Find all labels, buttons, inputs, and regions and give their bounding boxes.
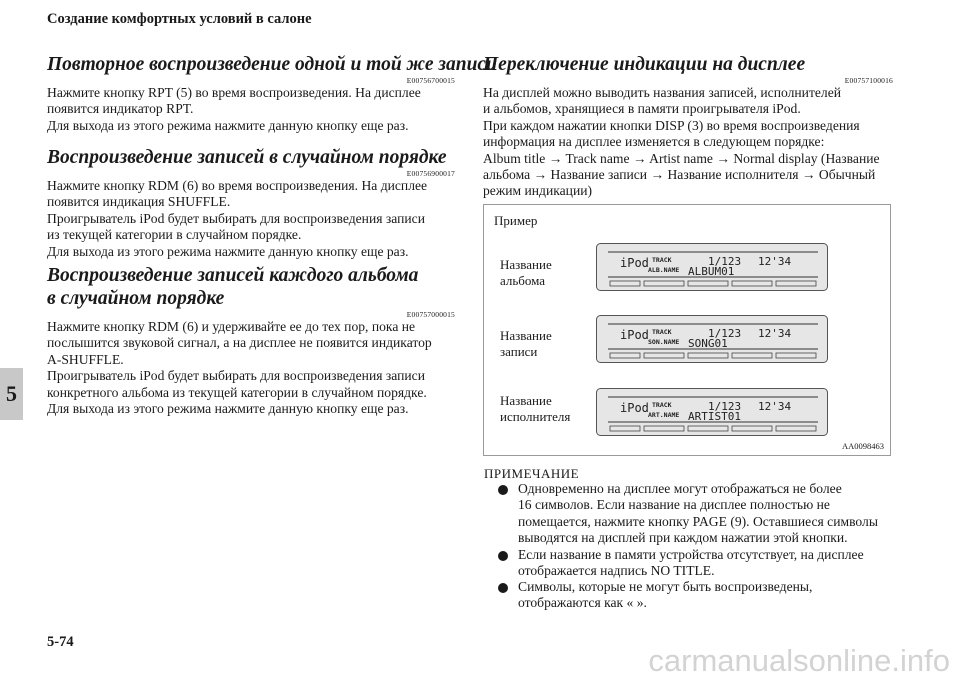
section-code: E00756900017	[406, 169, 455, 178]
lcd-track-tag: TRACK	[652, 328, 672, 336]
running-header: Создание комфортных условий в салоне	[47, 11, 312, 27]
label-line: исполнителя	[500, 409, 571, 424]
text-line: На дисплей можно выводить названия записей, исполнителей	[483, 85, 842, 100]
figure-example-label: Пример	[494, 213, 538, 228]
label-line: альбома	[500, 273, 546, 288]
chapter-tab: 5	[0, 368, 23, 420]
lcd-source: iPod	[620, 256, 649, 270]
text-line: Нажмите кнопку RDM (6) и удерживайте ее до тех пор, пока не	[47, 319, 416, 334]
section-title: Воспроизведение записей в случайном порядке	[47, 147, 447, 168]
text-line: конкретного альбома из текущей категории в случайном порядке.	[47, 384, 427, 400]
text-line: Нажмите кнопку RPT (5) во время воспроизведения. На дисплее	[47, 85, 421, 100]
example-figure	[483, 204, 891, 456]
section-body	[47, 85, 455, 134]
section-body	[47, 178, 455, 260]
section-code: E00757100016	[844, 76, 893, 85]
text-line: информация на дисплее изменяется в следующем порядке:	[483, 134, 825, 150]
text-line: A-SHUFFLE.	[47, 351, 124, 367]
text-line: 16 символов. Если название на дисплее полностью не	[518, 497, 830, 513]
label-line: записи	[500, 344, 538, 359]
note-item	[498, 547, 898, 580]
text-line: Одновременно на дисплее могут отображаться не более	[518, 481, 842, 496]
text-line: Для выхода из этого режима нажмите данную кнопку еще раз.	[47, 243, 409, 259]
lcd-value: ALBUM01	[688, 265, 735, 278]
figure-row-label	[500, 393, 570, 425]
lcd-value: SONG01	[688, 337, 728, 350]
section-body	[483, 85, 893, 200]
text-line: альбома → Название записи → Название исполнителя → Обычный	[483, 167, 876, 183]
watermark: carmanualsonline.info	[648, 643, 950, 678]
figure-row-label	[500, 257, 552, 289]
text-line: Проигрыватель iPod будет выбирать для воспроизведения записи	[47, 368, 425, 384]
section-title-line-2: в случайном порядке	[47, 288, 225, 309]
page-number: 5-74	[47, 634, 74, 650]
lcd-source: iPod	[620, 328, 649, 342]
bullet-icon	[498, 583, 508, 593]
section-album-shuffle	[47, 264, 455, 417]
section-shuffle	[47, 146, 455, 260]
text-line: из текущей категории в случайном порядке.	[47, 227, 302, 243]
section-repeat	[47, 53, 497, 134]
lcd-track-number: 1/123	[708, 400, 742, 413]
text-line: помещается, нажмите кнопку PAGE (9). Оставшиеся символы	[518, 513, 878, 529]
lcd-track-tag: TRACK	[652, 256, 672, 264]
lcd-time: 12'34	[758, 255, 792, 268]
label-line: Название	[500, 257, 552, 272]
text-line: Для выхода из этого режима нажмите данную кнопку еще раз.	[47, 117, 409, 133]
lcd-display-song	[596, 315, 828, 363]
figure-code: AA0098463	[841, 441, 884, 451]
lcd-time: 12'34	[758, 400, 792, 413]
text-line: послышится звуковой сигнал, а на дисплее не появится индикатор	[47, 335, 432, 351]
text-line: Album title → Track name → Artist name → Normal display (Название	[483, 150, 880, 166]
section-title: Переключение индикации на дисплее	[483, 54, 806, 75]
text-line: Символы, которые не могут быть воспроизведены,	[518, 579, 813, 594]
label-line: Название	[500, 328, 552, 343]
text-line: Если название в памяти устройства отсутствует, на дисплее	[518, 547, 864, 562]
lcd-track-tag: TRACK	[652, 401, 672, 409]
lcd-name-tag: ART.NAME	[648, 411, 680, 419]
bullet-icon	[498, 485, 508, 495]
lcd-source: iPod	[620, 401, 649, 415]
text-line: Для выхода из этого режима нажмите данную кнопку еще раз.	[47, 401, 409, 417]
lcd-value: ARTIST01	[688, 410, 741, 423]
text-line: Проигрыватель iPod будет выбирать для воспроизведения записи	[47, 210, 425, 226]
text-line: и альбомов, хранящиеся в памяти проигрывателя iPod.	[483, 101, 801, 117]
lcd-display-artist	[596, 388, 828, 436]
lcd-time: 12'34	[758, 327, 792, 340]
section-display-switch	[483, 53, 893, 200]
section-code: E00756700015	[406, 76, 455, 85]
text-line: появится индикатор RPT.	[47, 101, 194, 117]
text-line: отображается надпись NO TITLE.	[518, 563, 715, 579]
text-line: появится индикация SHUFFLE.	[47, 194, 231, 210]
note-item	[498, 481, 898, 547]
text-line: режим индикации)	[483, 183, 593, 199]
bullet-icon	[498, 551, 508, 561]
lcd-name-tag: ALB.NAME	[648, 266, 680, 274]
lcd-track-number: 1/123	[708, 327, 742, 340]
text-line: Нажмите кнопку RDM (6) во время воспроизведения. На дисплее	[47, 178, 428, 193]
section-title-line-1: Воспроизведение записей каждого альбома	[47, 265, 419, 286]
note-title: ПРИМЕЧАНИЕ	[484, 466, 580, 481]
note-item	[498, 579, 898, 612]
section-code: E00757000015	[406, 310, 455, 319]
lcd-name-tag: SON.NAME	[648, 338, 680, 346]
lcd-track-number: 1/123	[708, 255, 742, 268]
lcd-display-album	[596, 243, 828, 291]
label-line: Название	[500, 393, 552, 408]
section-body	[47, 319, 455, 417]
text-line: выводятся на дисплей при каждом нажатии этой кнопки.	[518, 530, 848, 546]
text-line: отображаются как « ».	[518, 595, 647, 611]
text-line: При каждом нажатии кнопки DISP (3) во время воспроизведения	[483, 117, 860, 133]
section-title: Повторное воспроизведение одной и той же записи	[47, 54, 497, 75]
figure-row-label	[500, 328, 552, 360]
